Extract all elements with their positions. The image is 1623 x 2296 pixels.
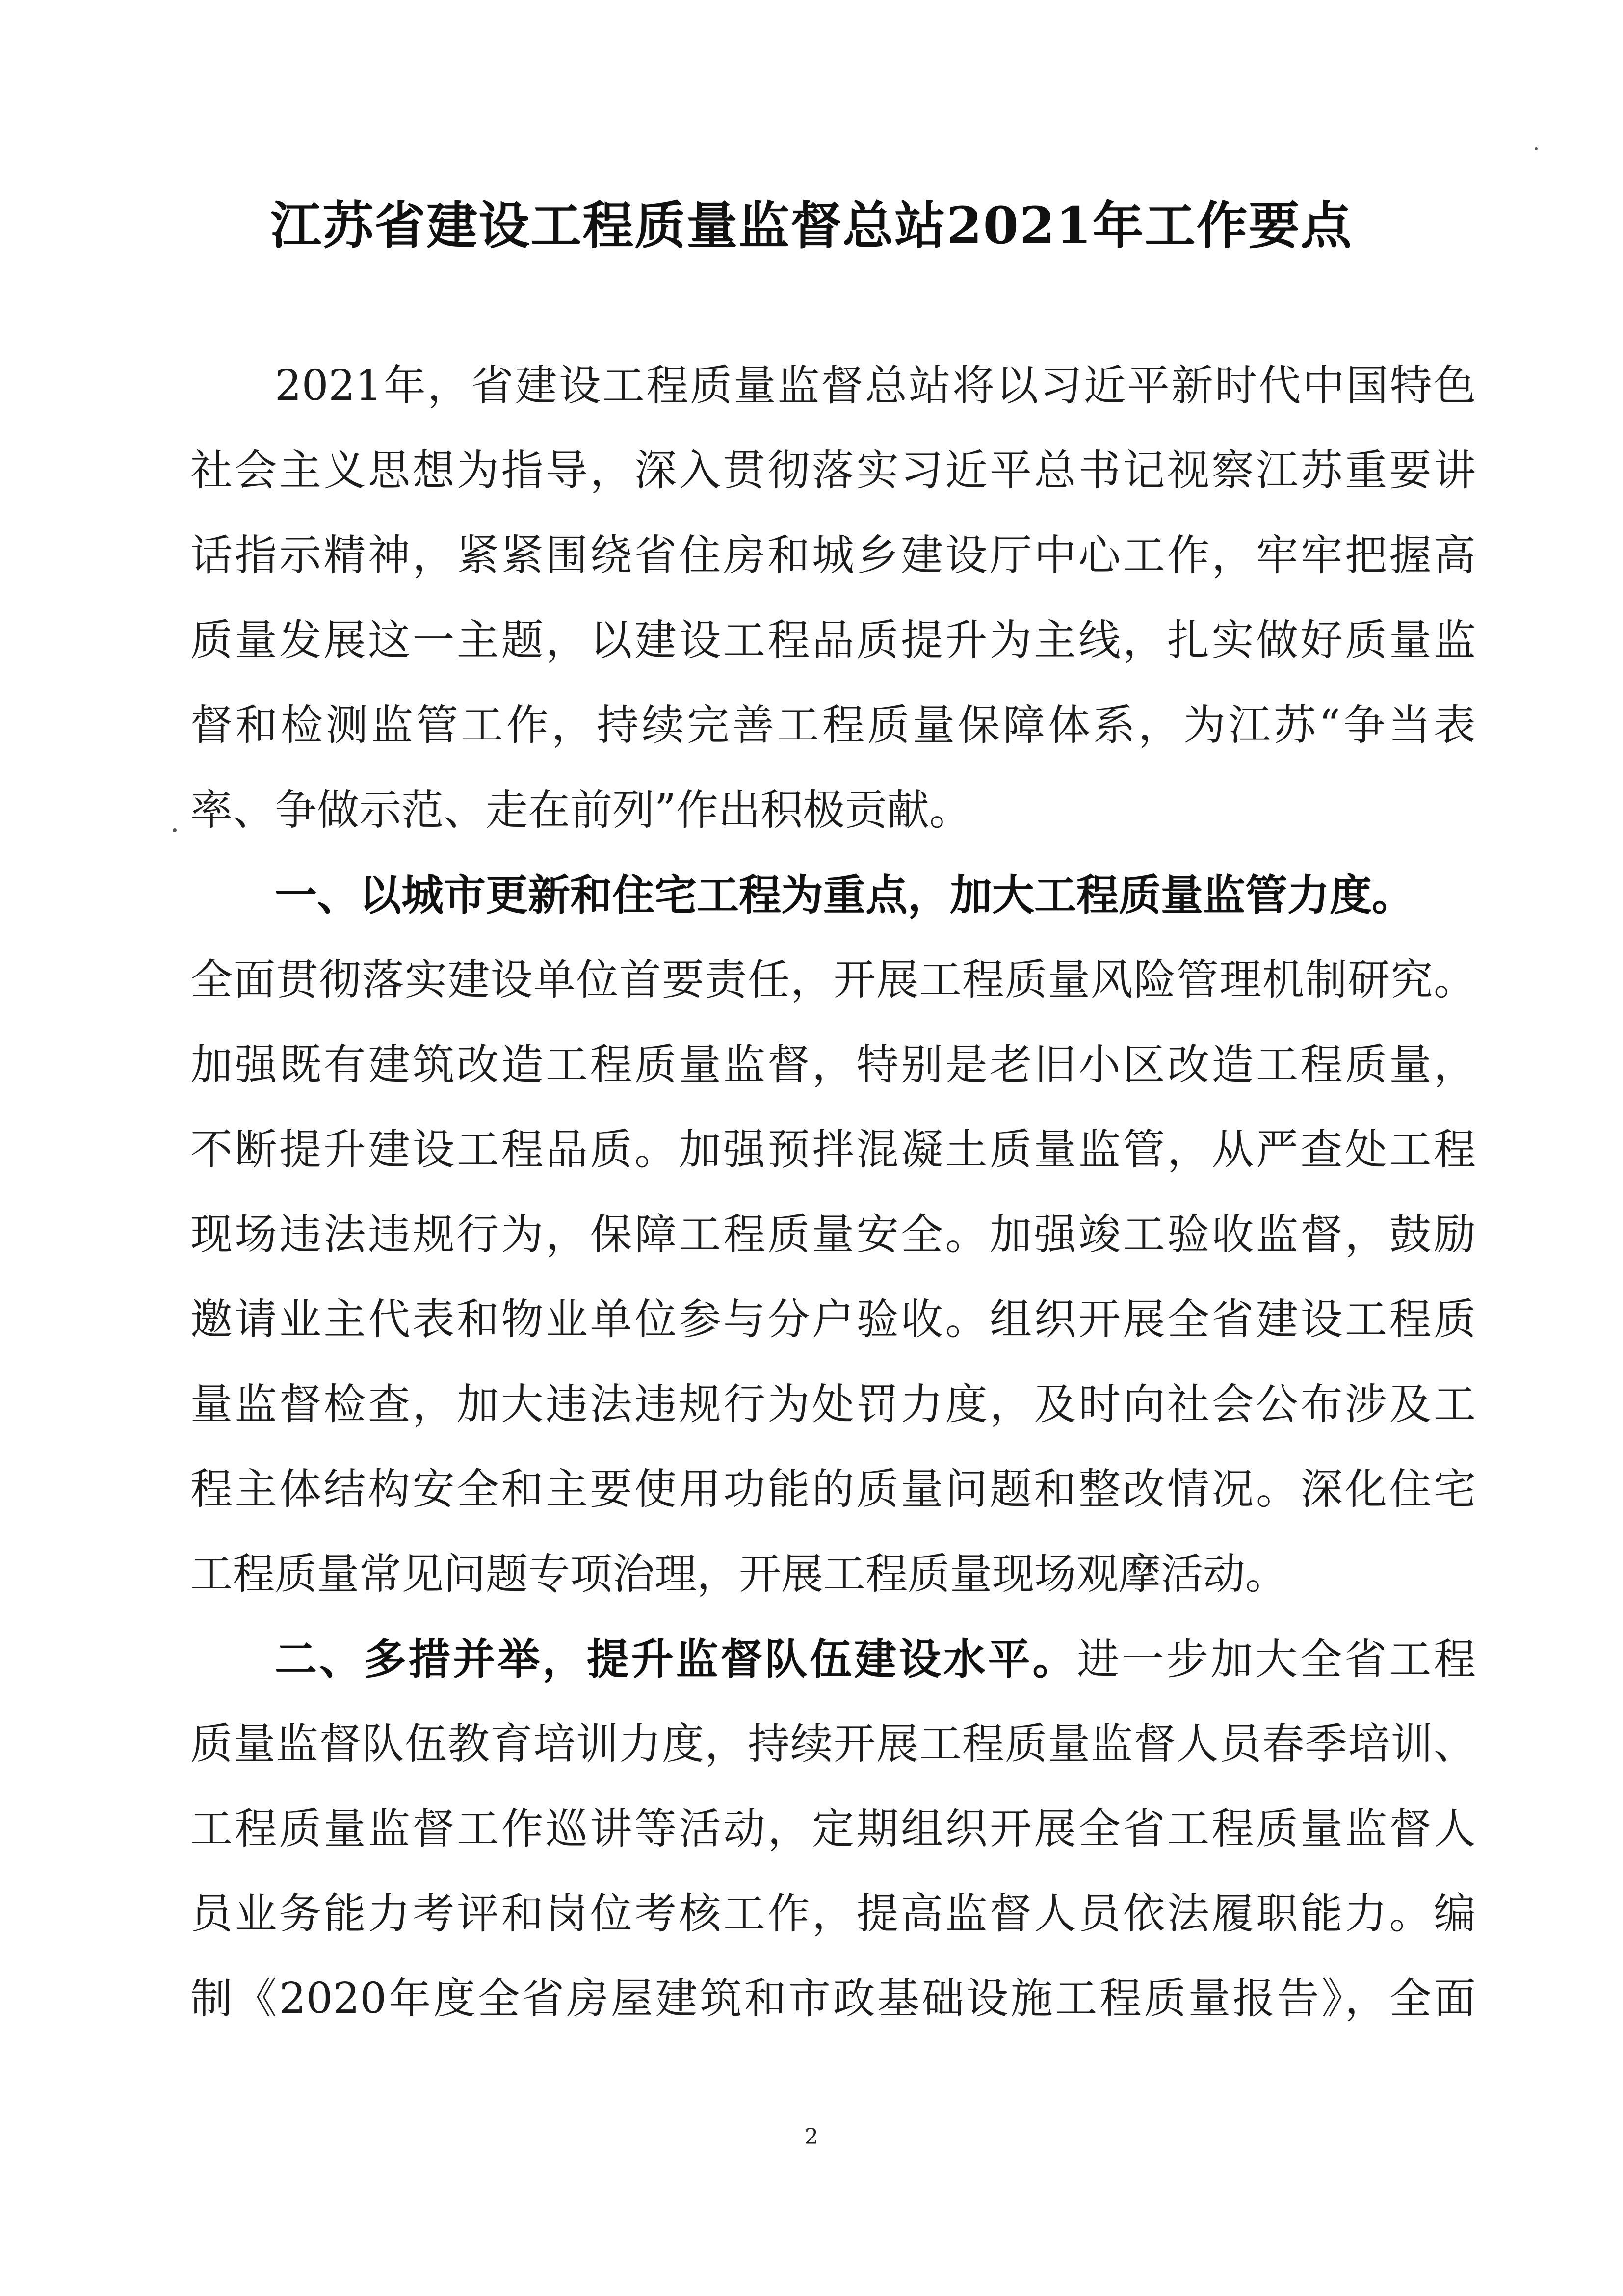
scan-speck bbox=[173, 828, 177, 832]
intro-line: 社会主义思想为指导，深入贯彻落实习近平总书记视察江苏重要讲 bbox=[190, 446, 1476, 495]
section2-line: 工程质量监督工作巡讲等活动，定期组织开展全省工程质量监督人 bbox=[190, 1804, 1476, 1853]
section2-first-line bbox=[190, 1617, 1476, 1702]
intro-line: 质量发展这一主题，以建设工程品质提升为主线，扎实做好质量监 bbox=[190, 616, 1476, 665]
scan-speck bbox=[1535, 147, 1538, 150]
intro-line: 2021年，省建设工程质量监督总站将以习近平新时代中国特色 bbox=[275, 361, 1476, 410]
page-number: 2 bbox=[805, 2124, 818, 2149]
section2-line: 制《2020年度全省房屋建筑和市政基础设施工程质量报告》，全面 bbox=[190, 1974, 1476, 2023]
section2-line: 员业务能力考评和岗位考核工作，提高监督人员依法履职能力。编 bbox=[190, 1889, 1476, 1938]
section1-line: 现场违法违规行为，保障工程质量安全。加强竣工验收监督，鼓励 bbox=[190, 1210, 1476, 1259]
document-body bbox=[190, 343, 1476, 2041]
section2-heading: 二、多措并举，提升监督队伍建设水平。 bbox=[275, 1635, 1077, 1684]
section1-line: 不断提升建设工程品质。加强预拌混凝土质量监管，从严查处工程 bbox=[190, 1125, 1476, 1174]
section1-line: 工程质量常见问题专项治理，开展工程质量现场观摩活动。 bbox=[190, 1550, 1287, 1599]
section1-heading: 一、以城市更新和住宅工程为重点，加大工程质量监管力度。 bbox=[275, 871, 1414, 920]
section1-line: 程主体结构安全和主要使用功能的质量问题和整改情况。深化住宅 bbox=[190, 1465, 1476, 1514]
section2-line: 质量监督队伍教育培训力度，持续开展工程质量监督人员春季培训、 bbox=[190, 1719, 1476, 1768]
section1-line: 量监督检查，加大违法违规行为处罚力度，及时向社会公布涉及工 bbox=[190, 1380, 1476, 1429]
intro-line: 话指示精神，紧紧围绕省住房和城乡建设厅中心工作，牢牢把握高 bbox=[190, 531, 1476, 580]
intro-line: 督和检测监管工作，持续完善工程质量保障体系，为江苏“争当表 bbox=[190, 701, 1476, 750]
section1-line: 全面贯彻落实建设单位首要责任，开展工程质量风险管理机制研究。 bbox=[190, 955, 1476, 1004]
section2-first-line-rest: 进一步加大全省工程 bbox=[1077, 1635, 1476, 1684]
intro-line: 率、争做示范、走在前列”作出积极贡献。 bbox=[190, 786, 971, 835]
section1-line: 加强既有建筑改造工程质量监督，特别是老旧小区改造工程质量， bbox=[190, 1040, 1476, 1089]
document-title: 江苏省建设工程质量监督总站2021年工作要点 bbox=[270, 195, 1353, 256]
section1-line: 邀请业主代表和物业单位参与分户验收。组织开展全省建设工程质 bbox=[190, 1295, 1476, 1344]
